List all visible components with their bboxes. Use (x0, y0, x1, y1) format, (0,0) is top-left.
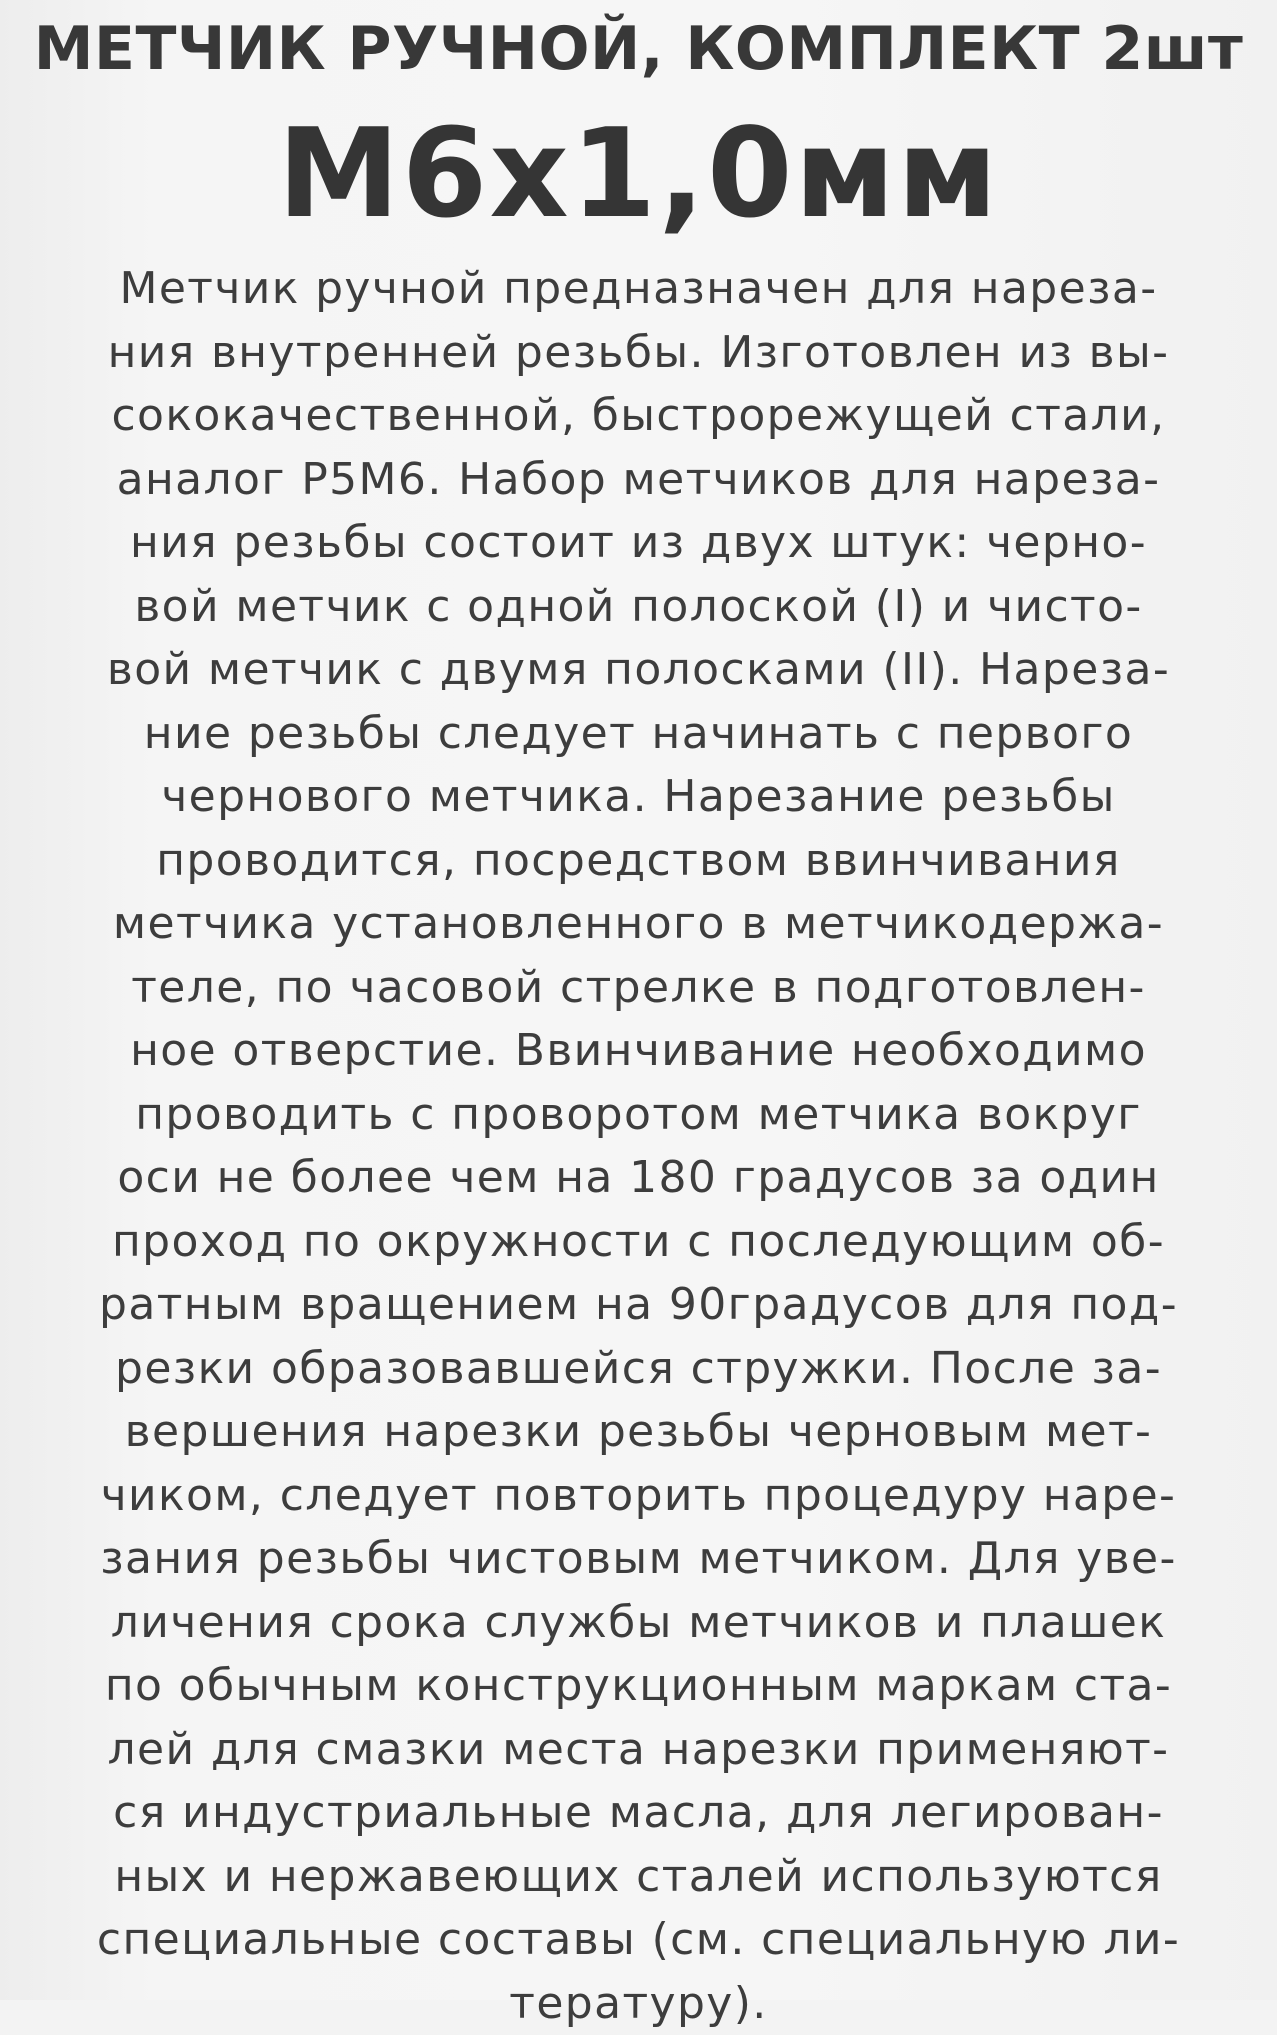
description-line: вой метчик с двумя полосками (II). Нареза- (0, 638, 1277, 702)
description-line: личения срока службы метчиков и плашек (0, 1591, 1277, 1655)
product-title: МЕТЧИК РУЧНОЙ, КОМПЛЕКТ 2шт (0, 10, 1277, 88)
description-line: вершения нарезки резьбы черновым мет- (0, 1400, 1277, 1464)
description-line: оси не более чем на 180 градусов за один (0, 1146, 1277, 1210)
tap-size: М6х1,0мм (0, 100, 1277, 250)
description-line: аналог Р5М6. Набор метчиков для нареза- (0, 448, 1277, 512)
description-line: ние резьбы следует начинать с первого (0, 702, 1277, 766)
product-description (0, 257, 1277, 2035)
description-line: проход по окружности с последующим об- (0, 1210, 1277, 1274)
description-line: Метчик ручной предназначен для нареза- (0, 257, 1277, 321)
description-line: резки образовавшейся стружки. После за- (0, 1337, 1277, 1401)
description-line: тературу). (0, 1972, 1277, 2035)
description-line: проводить с проворотом метчика вокруг (0, 1083, 1277, 1147)
description-line: ное отверстие. Ввинчивание необходимо (0, 1019, 1277, 1083)
description-line: метчика установленного в метчикодержа- (0, 892, 1277, 956)
description-line: ных и нержавеющих сталей используются (0, 1845, 1277, 1909)
description-line: специальные составы (см. специальную ли- (0, 1908, 1277, 1972)
description-line: ратным вращением на 90градусов для под- (0, 1273, 1277, 1337)
description-line: чиком, следует повторить процедуру наре- (0, 1464, 1277, 1528)
description-line: вой метчик с одной полоской (I) и чисто- (0, 575, 1277, 639)
description-line: проводится, посредством ввинчивания (0, 829, 1277, 893)
description-line: лей для смазки места нарезки применяют- (0, 1718, 1277, 1782)
description-line: зания резьбы чистовым метчиком. Для уве- (0, 1527, 1277, 1591)
description-line: ния резьбы состоит из двух штук: черно- (0, 511, 1277, 575)
description-line: теле, по часовой стрелке в подготовлен- (0, 956, 1277, 1020)
description-line: чернового метчика. Нарезание резьбы (0, 765, 1277, 829)
description-line: ся индустриальные масла, для легирован- (0, 1781, 1277, 1845)
description-line: сококачественной, быстрорежущей стали, (0, 384, 1277, 448)
description-line: по обычным конструкционным маркам ста- (0, 1654, 1277, 1718)
description-line: ния внутренней резьбы. Изготовлен из вы- (0, 321, 1277, 385)
